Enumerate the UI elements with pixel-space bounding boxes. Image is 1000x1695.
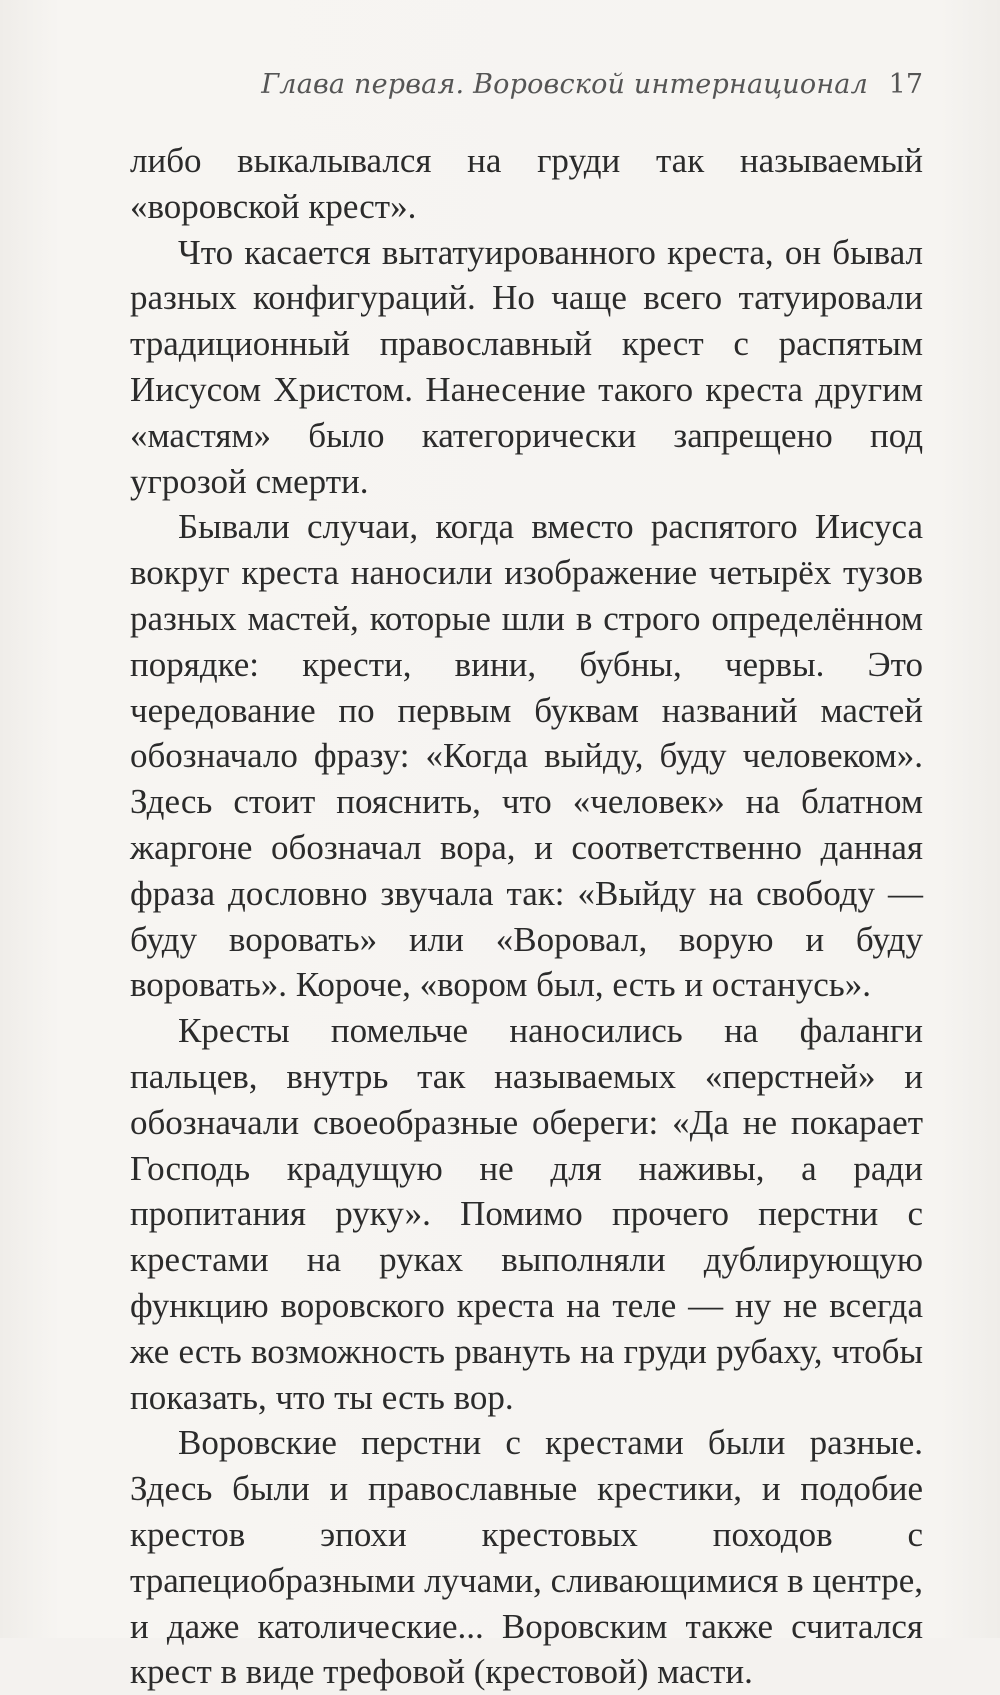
paragraph: Воровские перстни с крестами были разные. Здесь были и православные крестики, и подобие крестов эпохи крестовых походов с трапециобразными лучами, сливающимися в центре, и даже католические... Воровским также считался крест в виде трефовой (крестовой) масти. — [130, 1423, 923, 1692]
body-text — [130, 138, 923, 1695]
paragraph: Что касается вытатуированного креста, он бывал разных конфигураций. Но чаще всего татуировали традиционный православный крест с распятым Иисусом Христом. Нанесение такого креста другим «мастям» было категорически запрещено под угрозой смерти. — [130, 232, 923, 501]
paragraph: либо выкалывался на груди так называемый «воровской крест». — [130, 141, 923, 226]
paragraph: Бывали случаи, когда вместо распятого Иисуса вокруг креста наносили изображение четырёх тузов разных мастей, которые шли в строго определённом порядке: крести, вини, бубны, червы. Это чередование по первым буквам названий мастей обозначало фразу: «Когда выйду, буду человеком». Здесь стоит пояснить, что «человек» на блатном жаргоне обозначал вора, и соответственно данная фраза дословно звучала так: «Выйду на свободу — буду воровать» или «Воровал, ворую и буду воровать». Короче, «вором был, есть и останусь». — [130, 507, 923, 1005]
page-number: 17 — [888, 69, 923, 100]
running-head — [130, 60, 923, 110]
paragraph: Кресты помельче наносились на фаланги пальцев, внутрь так называемых «перстней» и обозначали своеобразные обереги: «Да не покарает Господь крадущую не для наживы, а ради пропитания руку». Помимо прочего перстни с крестами на руках выполняли дублирующую функцию воровского креста на теле — ну не всегда же есть возможность рвануть на груди рубаху, чтобы показать, что ты есть вор. — [130, 1011, 923, 1417]
chapter-title: Глава первая. Воровской интернационал — [261, 69, 868, 100]
